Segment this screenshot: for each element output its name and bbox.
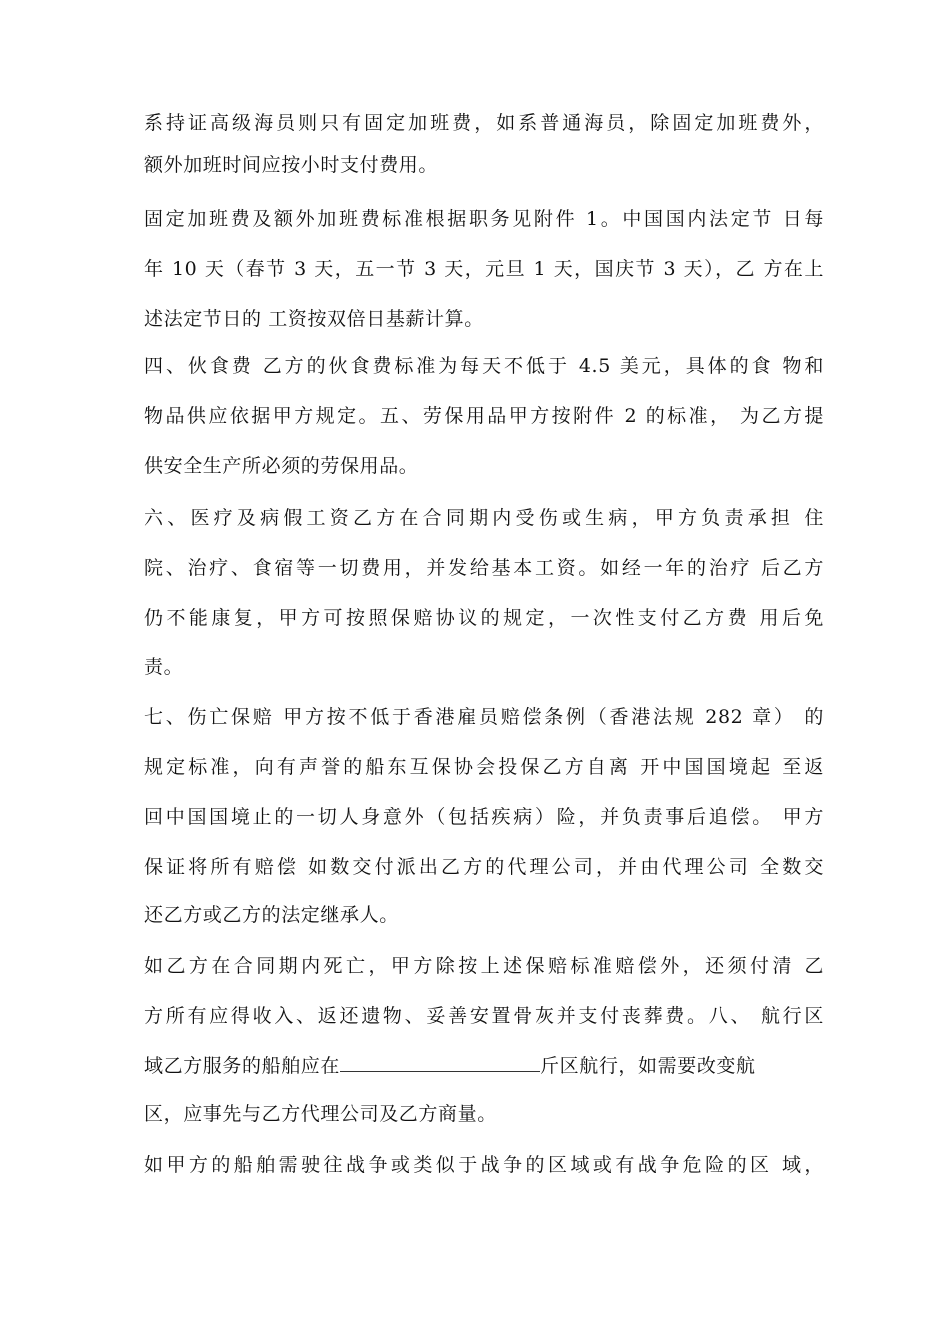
text-line: 六、医疗及病假工资乙方在合同期内受伤或生病，甲方负责承担 住 <box>144 507 824 529</box>
text-line: 固定加班费及额外加班费标准根据职务见附件 1。中国国内法定节 日每 <box>144 208 824 230</box>
text-segment: 域乙方服务的船舶应在 <box>144 1055 341 1077</box>
text-line: 系持证高级海员则只有固定加班费，如系普通海员，除固定加班费外， <box>144 112 824 134</box>
text-line: 供安全生产所必须的劳保用品。 <box>144 455 419 477</box>
text-line: 如乙方在合同期内死亡，甲方除按上述保赔标准赔偿外，还须付清 乙 <box>144 955 824 977</box>
text-line: 区，应事先与乙方代理公司及乙方商量。 <box>144 1103 497 1125</box>
fill-in-blank <box>340 1070 540 1072</box>
text-line: 方所有应得收入、返还遗物、妥善安置骨灰并支付丧葬费。八、 航行区 <box>144 1005 824 1027</box>
text-line: 物品供应依据甲方规定。五、劳保用品甲方按附件 2 的标准， 为乙方提 <box>144 405 824 427</box>
text-line: 年 10 天（春节 3 天，五一节 3 天，元旦 1 天，国庆节 3 天），乙 方在上 <box>144 258 824 280</box>
text-line: 述法定节日的 工资按双倍日基薪计算。 <box>144 308 484 330</box>
text-line: 责。 <box>144 656 184 678</box>
text-line: 七、伤亡保赔 甲方按不低于香港雇员赔偿条例（香港法规 282 章） 的 <box>144 706 824 728</box>
text-line: 仍不能康复，甲方可按照保赔协议的规定，一次性支付乙方费 用后免 <box>144 607 824 629</box>
text-line: 如甲方的船舶需驶往战争或类似于战争的区域或有战争危险的区 域， <box>144 1154 824 1176</box>
text-line: 还乙方或乙方的法定继承人。 <box>144 904 399 926</box>
text-line: 保证将所有赔偿 如数交付派出乙方的代理公司，并由代理公司 全数交 <box>144 856 824 878</box>
text-line: 额外加班时间应按小时支付费用。 <box>144 154 439 176</box>
text-line: 四、伙食费 乙方的伙食费标准为每天不低于 4.5 美元，具体的食 物和 <box>144 355 824 377</box>
text-line: 规定标准，向有声誉的船东互保协会投保乙方自离 开中国国境起 至返 <box>144 756 824 778</box>
text-line: 院、治疗、食宿等一切费用，并发给基本工资。如经一年的治疗 后乙方 <box>144 557 824 579</box>
text-segment: 斤区航行，如需要改变航 <box>540 1055 756 1077</box>
text-line: 回中国国境止的一切人身意外（包括疾病）险，并负责事后追偿。 甲方 <box>144 806 824 828</box>
text-line <box>144 1046 824 1086</box>
